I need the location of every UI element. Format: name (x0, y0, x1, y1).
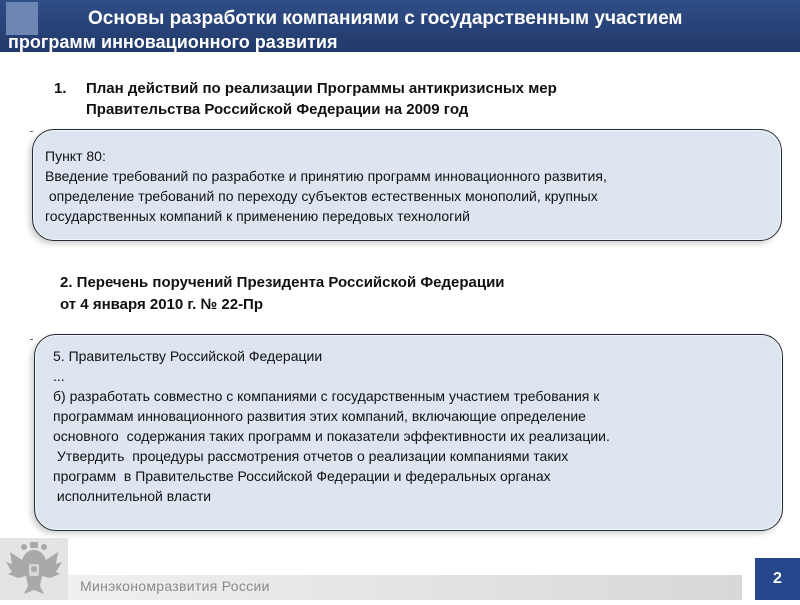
box-line: программам инновационного развития этих компаний, включающие определение (53, 408, 586, 424)
ministry-name: Минэкономразвития России (80, 578, 270, 594)
box-line: исполнительной власти (53, 488, 212, 504)
section-1-heading-line-2: Правительства Российской Федерации на 2009 год (86, 101, 469, 118)
slide-title-line-1: Основы разработки компаниями с государственным участием (88, 8, 683, 29)
box-line: б) разработать совместно с компаниями с государственным участием требования к (53, 388, 600, 404)
box-line: государственных компаний к применению передовых технологий (45, 208, 470, 224)
box-line: программ в Правительстве Российской Федерации и федеральных органах (53, 468, 551, 484)
section-2-callout-box (34, 334, 783, 531)
emblem-background (0, 538, 68, 600)
box-line: ... (53, 368, 65, 384)
slide-title-line-2: программ инновационного развития (8, 32, 338, 52)
box-line: Пункт 80: (45, 148, 106, 164)
section-1-callout-box (32, 129, 782, 241)
section-2-heading-line-2: от 4 января 2010 г. № 22-Пр (60, 296, 264, 313)
section-2-heading-line-1: 2. Перечень поручений Президента Российской Федерации (60, 274, 505, 291)
box-line: определение требований по переходу субъектов естественных монополий, крупных (45, 188, 598, 204)
box-line: основного содержания таких программ и показатели эффективности их реализации. (53, 428, 610, 444)
box-line: Введение требований по разработке и принятию программ инновационного развития, (45, 168, 607, 184)
page-number-badge: 2 (755, 558, 800, 600)
box-line: Утвердить процедуры рассмотрения отчетов о реализации компаниями таких (53, 448, 569, 464)
box-marker (30, 339, 33, 340)
double-headed-eagle-icon (0, 538, 68, 600)
header-accent-block (6, 2, 38, 35)
box-marker (30, 131, 33, 132)
slide-header (0, 0, 800, 52)
section-1-heading-line-1: План действий по реализации Программы антикризисных мер (86, 80, 557, 97)
section-1-number: 1. (54, 80, 67, 97)
slide-footer (0, 538, 800, 600)
box-line: 5. Правительству Российской Федерации (53, 348, 323, 364)
